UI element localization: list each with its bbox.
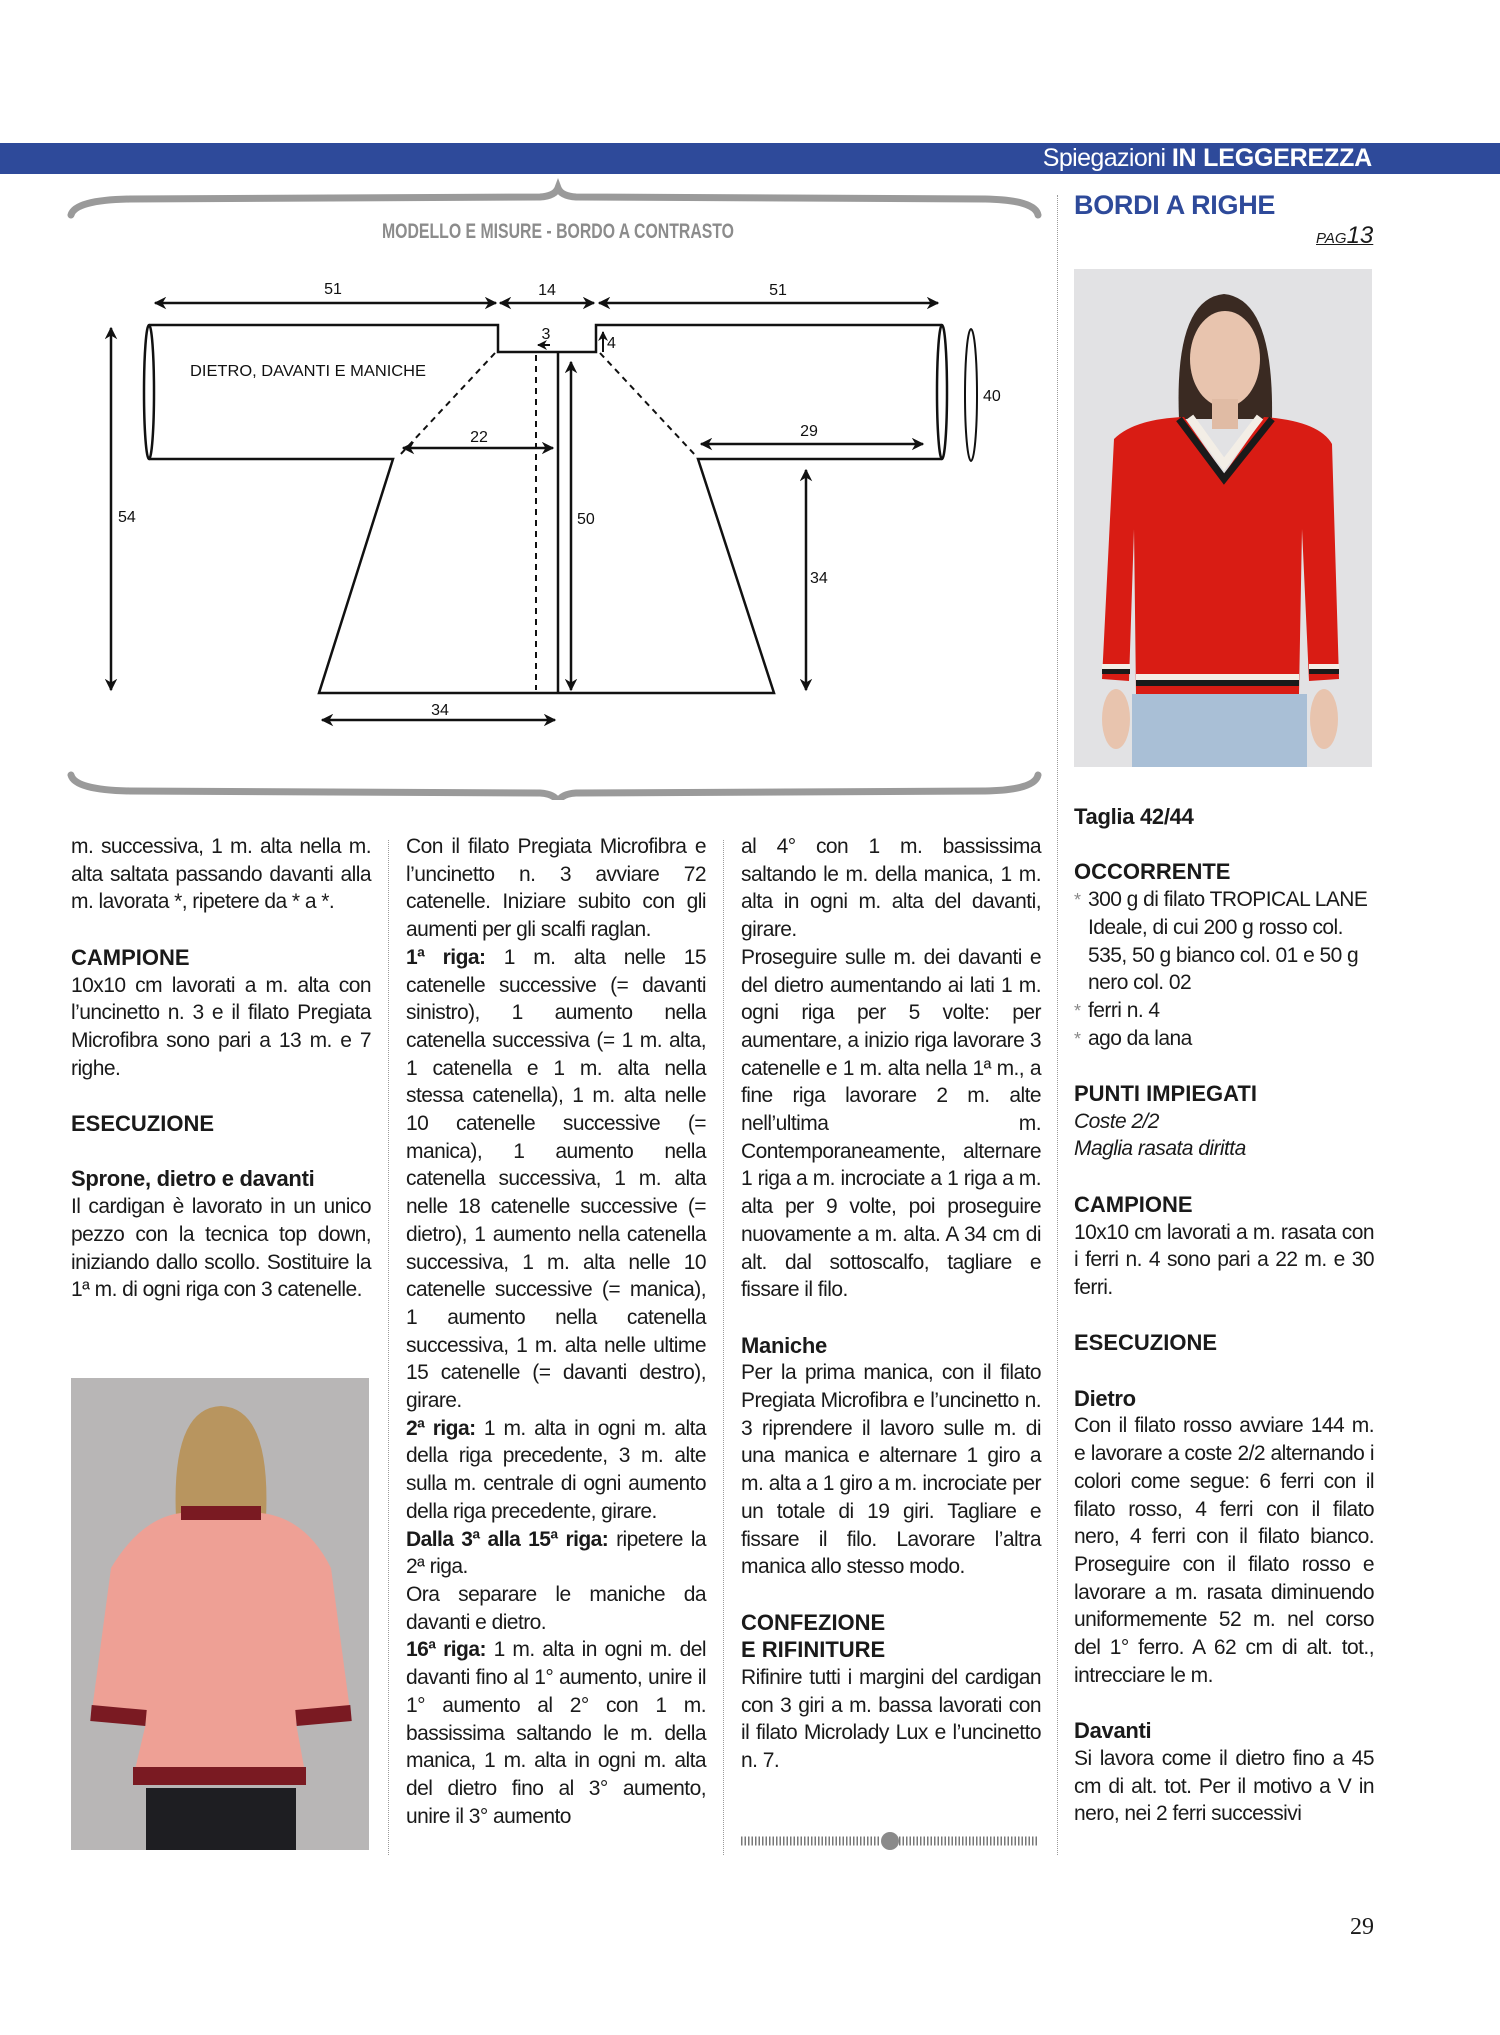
row-text: 1 m. alta in ogni m. alta della riga precedente, 3 m. alte sulla m. centrale di ogni aumento della riga precedente, girare. [406, 1416, 706, 1523]
dim-front-length: 50 [577, 511, 595, 528]
dim-sleeve-right: 51 [769, 282, 787, 299]
diagram-title: MODELLO E MISURE - BORDO A CONTRASTO [382, 220, 734, 243]
end-ornament [741, 1832, 1039, 1850]
dashed-lines [399, 353, 696, 690]
column-divider [388, 840, 389, 1855]
top-brace [71, 188, 1038, 215]
materials-item: * ago da lana [1074, 1025, 1374, 1053]
size-label: Taglia 42/44 [1074, 804, 1194, 829]
subheading-maniche: Maniche [741, 1332, 827, 1358]
garment-outline [144, 325, 947, 693]
paragraph: Ora separare le maniche da davanti e dietro. [406, 1582, 706, 1634]
bottom-brace [71, 775, 1038, 800]
pink-cardigan-photo [71, 1378, 369, 1850]
materials-item: * ferri n. 4 [1074, 997, 1374, 1025]
heading-rifiniture: E RIFINITURE [741, 1637, 886, 1663]
row-text: ripetere la 2ª riga. [406, 1527, 707, 1579]
paragraph: Con il filato rosso avviare 144 m. e lavorare a coste 2/2 alternando i colori come segue: 6 ferri con il filato rosso, 4 ferri con il filato nero, 4 ferri con il filato bianco. Proseguire con il filato rosso e lavorare a m. rasata diminuendo uniformemente 52 m. nel corso del 1° ferro. A 62 cm di alt. tot., intrecciare le m. [1074, 1414, 1374, 1687]
section-title-bold: IN LEGGEREZZA [1171, 144, 1372, 172]
subheading-dietro: Dietro [1074, 1385, 1136, 1411]
row-text: 1 m. alta nelle 15 catenelle successive (= davanti sinistro), 1 aumento nella catenella successiva (= 1 m. alta, 1 catenella e 1 m. alta nella stessa catenella), 1 m. alta nelle 10 catenelle successive (= manica), 1 aumento nella catenella successiva, 1 m. alta nelle 18 catenelle successive (= dietro), 1 aumento nella catenella successiva, 1 m. alta nelle 10 catenelle successive (= manica), 1 aumento nella catenella successiva, 1 m. alta nelle ultime 15 catenelle (= davanti destro), girare. [406, 945, 706, 1413]
subheading-davanti: Davanti [1074, 1718, 1152, 1744]
dim-sleeve-under: 29 [800, 423, 818, 440]
dim-neck: 14 [538, 282, 556, 299]
heading-esecuzione: ESECUZIONE [1074, 1330, 1218, 1356]
paragraph: Rifinire tutti i margini del cardigan con 3 giri a m. bassa lavorati con il filato Microlady Lux e l’uncinetto n. 7. [741, 1666, 1041, 1773]
paragraph: 10x10 cm lavorati a m. rasata con i ferri n. 4 sono pari a 22 m. e 30 ferri. [1074, 1220, 1374, 1299]
paragraph: al 4° con 1 m. bassissima saltando le m. della manica, 1 m. alta in ogni m. alta del davanti, girare. [741, 835, 1041, 942]
materials-item: * 300 g di filato TROPICAL LANE Ideale, di cui 200 g rosso col. 535, 50 g bianco col. 01 e 50 g nero col. 02 [1074, 886, 1374, 997]
paragraph [406, 944, 706, 1415]
heading-occorrente: OCCORRENTE [1074, 859, 1231, 885]
text-column-4 [1074, 803, 1374, 1828]
sleeve-circumference-arrow [965, 329, 977, 461]
pattern-title: BORDI A RIGHE [1074, 190, 1276, 220]
paragraph [406, 1415, 706, 1526]
paragraph: Per la prima manica, con il filato Pregiata Microfibra e l’uncinetto n. 3 riprendere il lavoro sulle m. di una manica e alternare 1 giro a m. alta a 1 giro a m. incrociate per un totale di 19 giri. Tagliare e fissare il filo. Lavorare l’altra manica allo stesso modo. [741, 1361, 1041, 1579]
heading-confezione: CONFEZIONE [741, 1609, 886, 1635]
heading-campione: CAMPIONE [71, 944, 190, 970]
pattern-diagram [0, 0, 1060, 800]
paragraph: Proseguire sulle m. dei davanti e del dietro aumentando ai lati 1 m. ogni riga per 5 volte: per aumentare, a inizio riga lavorare 3 catenelle e 1 m. alta nella 1ª m., a fine riga lavorare 2 m. alte nell’ultima m. Contemporaneamente, alternare 1 riga a m. incrociate a 1 riga a m. alta per 9 volte, poi proseguire nuovamente a m. alta. A 34 cm di alt. dal sottoscalfo, tagliare e fissare il filo. [741, 945, 1041, 1302]
paragraph [406, 1636, 706, 1830]
red-sweater-photo [1074, 269, 1372, 767]
row-label: 1ª riga: [406, 945, 486, 969]
dim-body-length: 34 [810, 570, 828, 587]
dim-hem-width: 34 [431, 702, 449, 719]
paragraph: Il cardigan è lavorato in un unico pezzo con la tecnica top down, iniziando dallo scollo. Sostituire la 1ª m. di ogni riga con 3 catenelle. [71, 1195, 371, 1302]
page-number: 29 [1350, 1914, 1374, 1940]
column-divider [723, 840, 724, 1855]
paragraph: Con il filato Pregiata Microfibra e l’uncinetto n. 3 avviare 72 catenelle. Iniziare subito con gli aumenti per gli scalfi raglan. [406, 835, 706, 942]
text-column-1 [71, 833, 371, 1304]
dim-half-chest: 22 [470, 429, 488, 446]
dim-sleeve-circ: 40 [983, 388, 1001, 405]
row-label: 2ª riga: [406, 1416, 476, 1440]
text-column-2 [406, 833, 706, 1830]
row-text: 1 m. alta in ogni m. del davanti fino al 1° aumento, unire il 1° aumento al 2° con 1 m. bassissima saltando le m. della manica, 1 m. alta in ogni m. alta del dietro fino al 3° aumento, unire il 3° aumento [406, 1638, 706, 1828]
section-title-light: Spiegazioni [1042, 144, 1166, 172]
stitch-item: Coste 2/2 [1074, 1109, 1159, 1133]
page-reference [1316, 222, 1373, 250]
row-label: Dalla 3ª alla 15ª riga: [406, 1527, 609, 1551]
row-label: 16ª riga: [406, 1638, 486, 1662]
subheading-sprone: Sprone, dietro e davanti [71, 1166, 315, 1192]
paragraph: Si lavora come il dietro fino a 45 cm di alt. tot. Per il motivo a V in nero, nei 2 ferri successivi [1074, 1746, 1374, 1826]
heading-campione: CAMPIONE [1074, 1191, 1193, 1217]
paragraph [406, 1526, 706, 1581]
page-reference-label: PAG [1316, 230, 1347, 247]
dim-sleeve-left: 51 [324, 281, 342, 298]
heading-esecuzione: ESECUZIONE [71, 1111, 215, 1136]
heading-punti: PUNTI IMPIEGATI [1074, 1081, 1257, 1106]
page-reference-number: 13 [1346, 222, 1374, 249]
paragraph: m. successiva, 1 m. alta nella m. alta saltata passando davanti alla m. lavorata *, ripetere da * a *. [71, 835, 371, 914]
dim-total-length: 54 [118, 509, 136, 526]
stitch-item: Maglia rasata diritta [1074, 1137, 1246, 1161]
paragraph: 10x10 cm lavorati a m. alta con l’uncinetto n. 3 e il filato Pregiata Microfibra sono pari a 13 m. e 7 righe. [71, 973, 371, 1080]
dim-neck-rise: 4 [607, 335, 616, 352]
piece-label: DIETRO, DAVANTI E MANICHE [190, 363, 426, 380]
dim-neck-depth: 3 [541, 326, 551, 343]
section-title [1043, 143, 1372, 174]
text-column-3 [741, 833, 1041, 1775]
